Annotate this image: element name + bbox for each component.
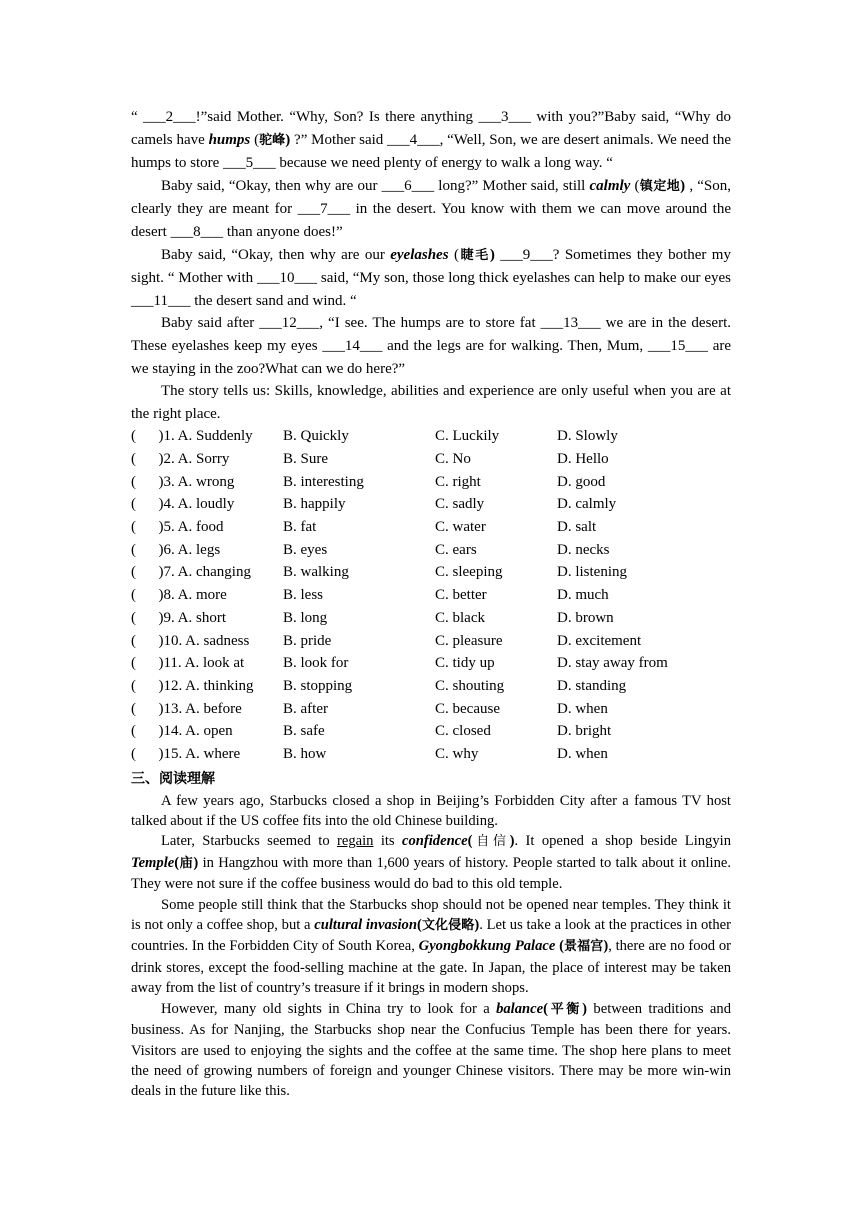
question-row (131, 698, 731, 721)
question-number-option-a: ( )6. A. legs (131, 541, 221, 558)
option-c: C. closed (435, 723, 491, 740)
text-segment: 平衡 (547, 1001, 583, 1017)
option-d: D. salt (557, 519, 597, 536)
text-segment: regain (336, 833, 374, 850)
document-page (131, 106, 731, 1102)
question-number-option-a: ( )12. A. thinking (131, 677, 254, 694)
text-segment: However, many old sights in China try to look for a (161, 1000, 497, 1017)
text-segment: Temple (131, 854, 175, 871)
text-segment: humps (208, 131, 251, 148)
cloze-paragraph (131, 244, 731, 313)
option-c: C. Luckily (435, 428, 500, 445)
text-segment: The story tells us: Skills, knowledge, abilities and experience are only useful when you are at the right place. (131, 383, 731, 422)
option-d: D. bright (557, 723, 612, 740)
text-segment: , “Son, clearly they are meant for ___7___ in the desert. You know with them we can move around the desert ___8___ than anyone does!” (131, 177, 732, 240)
reading-paragraph (131, 999, 731, 1102)
text-segment: ) (489, 246, 495, 263)
question-number-option-a: ( )9. A. short (131, 609, 226, 626)
option-b: B. fat (283, 519, 317, 536)
question-row (131, 720, 731, 743)
question-number-option-a: ( )14. A. open (131, 723, 233, 740)
text-segment: ( (630, 177, 640, 194)
question-number-option-a: ( )8. A. more (131, 587, 227, 604)
cloze-paragraph (131, 312, 731, 380)
question-row (131, 425, 731, 448)
text-segment: ( (250, 131, 260, 148)
text-segment: its (373, 833, 402, 850)
text-segment: eyelashes (390, 246, 449, 263)
option-d: D. necks (557, 541, 610, 558)
option-c: C. better (435, 587, 487, 604)
text-segment: Some people still think that the Starbucks shop should not be opened near temples. They think it is not only a coffee shop, but a (131, 896, 731, 934)
text-segment: ( (555, 938, 564, 955)
text-segment: ( (174, 854, 180, 871)
text-segment: ( (467, 833, 473, 850)
text-segment: Later, Starbucks seemed to (161, 833, 337, 850)
question-row (131, 448, 731, 471)
section-title: 三、阅读理解 (131, 770, 215, 787)
text-segment: 景福宫 (563, 939, 604, 955)
text-segment: confidence (401, 833, 468, 850)
text-segment: 驼峰 (259, 132, 286, 148)
cloze-paragraph (131, 106, 731, 175)
text-segment: Baby said, “Okay, then why are our (161, 246, 391, 263)
option-c: C. sadly (435, 496, 485, 513)
option-d: D. when (557, 745, 608, 762)
option-b: B. interesting (283, 473, 364, 490)
text-segment: ) (474, 917, 480, 934)
text-segment: ) (285, 131, 291, 148)
text-segment: 镇定地 (639, 178, 681, 194)
option-c: C. because (435, 700, 500, 717)
question-number-option-a: ( )11. A. look at (131, 655, 245, 672)
question-row (131, 584, 731, 607)
option-b: B. stopping (283, 677, 353, 694)
option-d: D. calmly (557, 496, 617, 513)
question-number-option-a: ( )15. A. where (131, 745, 241, 762)
text-segment: ( (543, 1000, 548, 1017)
option-b: B. how (283, 745, 327, 762)
cloze-passage (131, 106, 731, 425)
text-segment: Gyongbokkung Palace (418, 938, 556, 955)
question-row (131, 539, 731, 562)
option-c: C. tidy up (435, 655, 495, 672)
option-b: B. Quickly (283, 428, 349, 445)
text-segment: 自信 (472, 834, 510, 850)
option-d: D. Slowly (557, 428, 618, 445)
text-segment: cultural invasion (314, 917, 417, 934)
question-row (131, 471, 731, 494)
text-segment: , there are no food or drink stores, except the food-selling machine at the gate. In Japan, the place of interest may be taken away from the list of country’s treasure if it brings in modern shops. (131, 938, 731, 997)
question-row (131, 630, 731, 653)
option-b: B. eyes (283, 541, 328, 558)
option-d: D. excitement (557, 632, 642, 649)
option-b: B. Sure (283, 451, 328, 468)
text-segment: between traditions and business. As for Nanjing, the Starbucks shop near the Confucius Temple has been there for years. Visitors are used to enjoying the sights and the coffee at the same time. The shop here plans to meet the need of growing numbers of foreign and younger Chinese visitors. There may be more win-win deals in the future like this. (131, 1000, 731, 1100)
option-d: D. standing (557, 677, 627, 694)
text-segment: Baby said after ___12___, “I see. The humps are to store fat ___13___ we are in the desert. These eyelashes keep my eyes ___14___ and the legs are for walking. Then, Mum, ___15___ are we staying in the zoo?What can we do here?” (131, 315, 731, 377)
option-b: B. safe (283, 723, 325, 740)
question-row (131, 652, 731, 675)
reading-paragraph (131, 895, 731, 999)
question-list (131, 425, 731, 765)
text-segment: ?” Mother said ___4___, “Well, Son, we are desert animals. We need the humps to store ___5___ because we need plenty of energy to walk a long way. “ (131, 131, 731, 172)
option-d: D. when (557, 700, 608, 717)
question-number-option-a: ( )3. A. wrong (131, 473, 235, 490)
option-b: B. happily (283, 496, 346, 513)
option-d: D. brown (557, 609, 614, 626)
text-segment: Baby said, “Okay, then why are our ___6___ long?” Mother said, still (161, 177, 590, 194)
question-number-option-a: ( )2. A. Sorry (131, 451, 230, 468)
option-c: C. water (435, 519, 486, 536)
option-b: B. less (283, 587, 324, 604)
text-segment: . It opened a shop beside Lingyin (514, 833, 731, 850)
text-segment: balance (496, 1000, 544, 1017)
option-d: D. listening (557, 564, 627, 581)
text-segment: “ ___2___!”said Mother. “Why, Son? Is there anything ___3___ with you?”Baby said, “Why do camels have (131, 109, 731, 148)
option-b: B. walking (283, 564, 349, 581)
cloze-paragraph (131, 175, 731, 244)
question-row (131, 743, 731, 766)
text-segment: 文化侵略 (421, 918, 475, 934)
option-c: C. right (435, 473, 481, 490)
question-number-option-a: ( )10. A. sadness (131, 632, 250, 649)
option-d: D. good (557, 473, 606, 490)
question-number-option-a: ( )1. A. Suddenly (131, 428, 253, 445)
question-row (131, 516, 731, 539)
option-c: C. sleeping (435, 564, 503, 581)
text-segment: in Hangzhou with more than 1,600 years of history. People started to talk about it online. They were not sure if the coffee business would do bad to this old temple. (131, 854, 731, 893)
cloze-paragraph (131, 380, 731, 425)
text-segment: ) (193, 854, 199, 871)
question-number-option-a: ( )13. A. before (131, 700, 242, 717)
option-b: B. pride (283, 632, 332, 649)
text-segment: 庙 (179, 855, 194, 871)
option-b: B. long (283, 609, 328, 626)
text-segment: 睫毛 (458, 247, 490, 263)
text-segment: ) (509, 833, 515, 850)
text-segment: ( (416, 917, 422, 934)
text-segment: ( (448, 246, 459, 263)
text-segment: ) (680, 177, 686, 194)
question-row (131, 493, 731, 516)
text-segment: A few years ago, Starbucks closed a shop in Beijing’s Forbidden City after a famous TV host talked about if the US coffee fits into the old Chinese building. (131, 792, 731, 830)
option-b: B. look for (283, 655, 349, 672)
option-c: C. shouting (435, 677, 505, 694)
option-c: C. No (435, 451, 471, 468)
option-c: C. ears (435, 541, 477, 558)
text-segment: calmly (589, 177, 631, 194)
question-number-option-a: ( )5. A. food (131, 519, 224, 536)
option-b: B. after (283, 700, 328, 717)
option-c: C. black (435, 609, 485, 626)
text-segment: ___9___? Sometimes they bother my sight. “ Mother with ___10___ said, “My son, those long thick eyelashes can help to make our eyes ___11___ the desert sand and wind. “ (131, 246, 731, 309)
question-number-option-a: ( )4. A. loudly (131, 496, 235, 513)
option-c: C. pleasure (435, 632, 503, 649)
question-number-option-a: ( )7. A. changing (131, 564, 251, 581)
reading-passage (131, 791, 731, 1102)
text-segment: . Let us take a look at the practices in other countries. In the Forbidden City of South Korea, (131, 917, 731, 955)
text-segment: ) (603, 938, 609, 955)
text-segment: ) (582, 1000, 588, 1017)
option-c: C. why (435, 745, 479, 762)
question-row (131, 607, 731, 630)
option-d: D. Hello (557, 451, 609, 468)
option-d: D. stay away from (557, 655, 668, 672)
reading-paragraph (131, 791, 731, 832)
question-row (131, 675, 731, 698)
option-d: D. much (557, 587, 609, 604)
question-row (131, 561, 731, 584)
reading-paragraph (131, 831, 731, 894)
